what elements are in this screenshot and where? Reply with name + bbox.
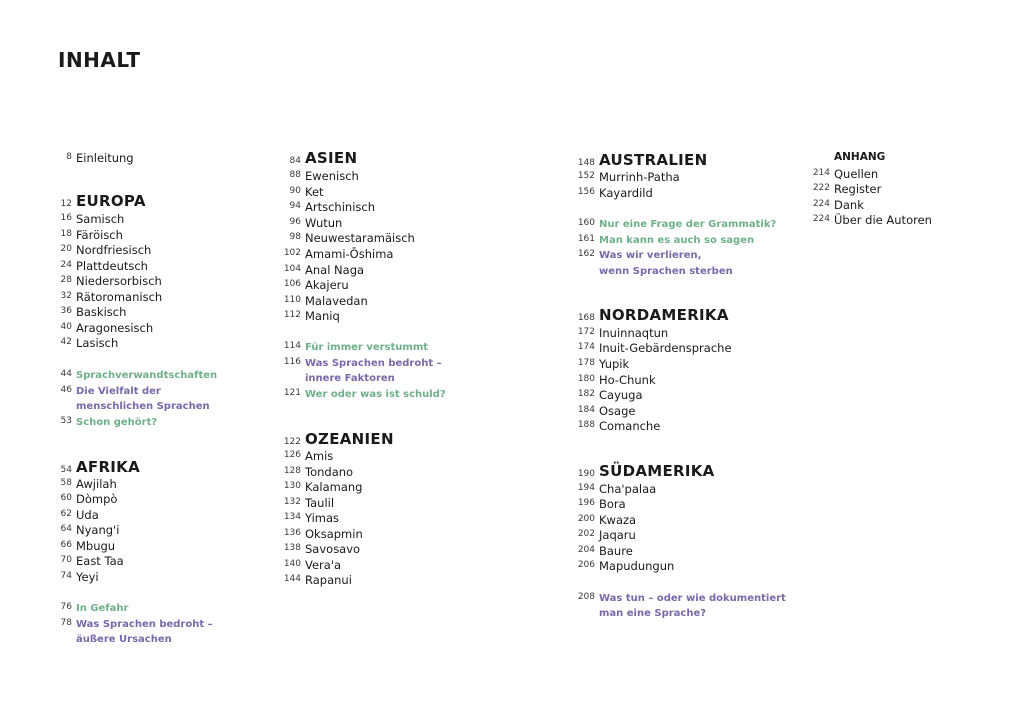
page-number: 76 [60, 602, 72, 612]
page-number: 161 [577, 234, 595, 244]
page-number: 42 [60, 337, 72, 347]
page-number: 152 [577, 171, 595, 181]
entry-title: Bora [599, 497, 626, 511]
page-number: 58 [60, 478, 72, 488]
page-number: 128 [283, 466, 301, 476]
entry-title: Sprachverwandtschaften [76, 370, 218, 381]
page-number: 200 [577, 514, 595, 524]
entry-title: Mapudungun [599, 559, 675, 573]
entry-title: Kalamang [305, 480, 363, 494]
entry-title: Uda [76, 508, 99, 522]
entry-title: Wutun [305, 216, 343, 230]
page-number: 222 [812, 183, 830, 193]
page-number: 224 [812, 214, 830, 224]
entry-title: Schon gehört? [76, 417, 158, 428]
entry-title: Taulil [305, 496, 335, 510]
page-number: 64 [60, 524, 72, 534]
page-number: 134 [283, 512, 301, 522]
page-number: 66 [60, 540, 72, 550]
page-number: 60 [60, 493, 72, 503]
entry-title: Einleitung [76, 151, 134, 165]
page-number: 62 [60, 509, 72, 519]
entry-title: In Gefahr [76, 603, 129, 614]
page-number: 121 [283, 388, 301, 398]
page-number: 28 [60, 275, 72, 285]
page-number: 20 [60, 244, 72, 254]
entry-title: Oksapmin [305, 527, 363, 541]
entry-title: Inuit-Gebärdensprache [599, 341, 732, 355]
entry-title: Awjilah [76, 477, 117, 491]
entry-title: Vera'a [305, 558, 342, 572]
page-number: 130 [283, 481, 301, 491]
page-number: 94 [289, 201, 301, 211]
entry-title: Rapanui [305, 573, 352, 587]
page-number: 138 [283, 543, 301, 553]
entry-title: Ket [305, 185, 324, 199]
entry-title: Nordfriesisch [76, 243, 152, 257]
entry-title: OZEANIEN [305, 430, 394, 448]
entry-title: Anal Naga [305, 263, 365, 277]
page-number: 102 [283, 248, 301, 258]
entry-title: Baure [599, 544, 633, 558]
entry-title: man eine Sprache? [599, 608, 707, 619]
entry-title: Mbugu [76, 539, 116, 553]
entry-title: innere Faktoren [305, 373, 395, 384]
page-number: 168 [577, 313, 595, 323]
entry-title: Yupik [599, 357, 630, 371]
entry-title: Murrinh-Patha [599, 170, 680, 184]
entry-title: Dòmpò [76, 492, 118, 506]
page-number: 204 [577, 545, 595, 555]
page-number: 178 [577, 358, 595, 368]
entry-title: Wer oder was ist schuld? [305, 389, 446, 400]
page-number: 18 [60, 229, 72, 239]
entry-title: Die Vielfalt der [76, 386, 161, 397]
page-number: 196 [577, 498, 595, 508]
page-number: 132 [283, 497, 301, 507]
entry-title: Dank [834, 198, 864, 212]
page-number: 8 [66, 152, 72, 162]
page-number: 202 [577, 529, 595, 539]
page-number: 36 [60, 306, 72, 316]
page-number: 116 [283, 357, 301, 367]
entry-title: Tondano [305, 465, 354, 479]
page-number: 174 [577, 342, 595, 352]
page-number: 172 [577, 327, 595, 337]
entry-title: AFRIKA [76, 458, 141, 476]
entry-title: ASIEN [305, 149, 358, 167]
page-number: 144 [283, 574, 301, 584]
page-number: 214 [812, 168, 830, 178]
entry-title: äußere Ursachen [76, 634, 172, 645]
entry-title: Was Sprachen bedroht – [305, 358, 442, 369]
page-number: 44 [60, 369, 72, 379]
entry-title: Amami-Ōshima [305, 247, 394, 261]
entry-title: Register [834, 182, 882, 196]
entry-title: Savosavo [305, 542, 361, 556]
entry-title: Nyang'i [76, 523, 120, 537]
page-number: 148 [577, 158, 595, 168]
page-number: 140 [283, 559, 301, 569]
page-number: 194 [577, 483, 595, 493]
page-number: 122 [283, 437, 301, 447]
entry-title: Färöisch [76, 228, 123, 242]
page-number: 208 [577, 592, 595, 602]
page-number: 84 [289, 156, 301, 166]
entry-title: NORDAMERIKA [599, 306, 729, 324]
entry-title: Rätoromanisch [76, 290, 163, 304]
page-number: 110 [283, 295, 301, 305]
entry-title: wenn Sprachen sterben [599, 266, 733, 277]
page-number: 78 [60, 618, 72, 628]
page-number: 206 [577, 560, 595, 570]
page-number: 182 [577, 389, 595, 399]
section-heading-anhang: ANHANG [834, 151, 886, 163]
entry-title: Lasisch [76, 336, 119, 350]
page-number: 70 [60, 555, 72, 565]
entry-title: EUROPA [76, 192, 146, 210]
entry-title: Kayardild [599, 186, 653, 200]
page-number: 53 [60, 416, 72, 426]
entry-title: SÜDAMERIKA [599, 462, 715, 480]
entry-title: Yimas [305, 511, 340, 525]
entry-title: East Taa [76, 554, 124, 568]
page-number: 162 [577, 249, 595, 259]
page-number: 40 [60, 322, 72, 332]
entry-title: Aragonesisch [76, 321, 154, 335]
page-number: 54 [60, 465, 72, 475]
page-number: 106 [283, 279, 301, 289]
entry-title: Akajeru [305, 278, 349, 292]
page-number: 96 [289, 217, 301, 227]
entry-title: Quellen [834, 167, 879, 181]
entry-title: Jaqaru [599, 528, 636, 542]
entry-title: Yeyi [76, 570, 99, 584]
page-number: 74 [60, 571, 72, 581]
page-number: 180 [577, 374, 595, 384]
entry-title: Baskisch [76, 305, 127, 319]
entry-title: Inuinnaqtun [599, 326, 669, 340]
page-number: 156 [577, 187, 595, 197]
entry-title: Artschinisch [305, 200, 375, 214]
page-number: 16 [60, 213, 72, 223]
entry-title: Für immer verstummt [305, 342, 429, 353]
page-number: 114 [283, 341, 301, 351]
entry-title: Neuwestaramäisch [305, 231, 415, 245]
entry-title: Kwaza [599, 513, 637, 527]
page-number: 160 [577, 218, 595, 228]
entry-title: Cayuga [599, 388, 643, 402]
entry-title: Maniq [305, 309, 340, 323]
entry-title: Was tun – oder wie dokumentiert [599, 593, 786, 604]
entry-title: menschlichen Sprachen [76, 401, 210, 412]
page-number: 98 [289, 232, 301, 242]
entry-title: Niedersorbisch [76, 274, 162, 288]
page-number: 224 [812, 199, 830, 209]
entry-title: Samisch [76, 212, 125, 226]
page-number: 190 [577, 469, 595, 479]
page-number: 88 [289, 170, 301, 180]
entry-title: Amis [305, 449, 334, 463]
page-number: 126 [283, 450, 301, 460]
entry-title: Man kann es auch so sagen [599, 235, 755, 246]
entry-title: Plattdeutsch [76, 259, 148, 273]
entry-title: AUSTRALIEN [599, 151, 708, 169]
page-number: 136 [283, 528, 301, 538]
page-number: 112 [283, 310, 301, 320]
entry-title: Über die Autoren [834, 213, 932, 227]
entry-title: Ewenisch [305, 169, 359, 183]
entry-title: Osage [599, 404, 636, 418]
entry-title: Was wir verlieren, [599, 250, 702, 261]
page-number: 12 [60, 199, 72, 209]
page-number: 24 [60, 260, 72, 270]
entry-title: Cha'palaa [599, 482, 657, 496]
page-number: 188 [577, 420, 595, 430]
entry-title: Was Sprachen bedroht – [76, 619, 213, 630]
page-number: 32 [60, 291, 72, 301]
entry-title: Malavedan [305, 294, 368, 308]
page-number: 46 [60, 385, 72, 395]
entry-title: Ho-Chunk [599, 373, 656, 387]
page-number: 104 [283, 264, 301, 274]
page-title: INHALT [58, 48, 141, 72]
entry-title: Nur eine Frage der Grammatik? [599, 219, 777, 230]
page-number: 184 [577, 405, 595, 415]
entry-title: Comanche [599, 419, 661, 433]
page-number: 90 [289, 186, 301, 196]
